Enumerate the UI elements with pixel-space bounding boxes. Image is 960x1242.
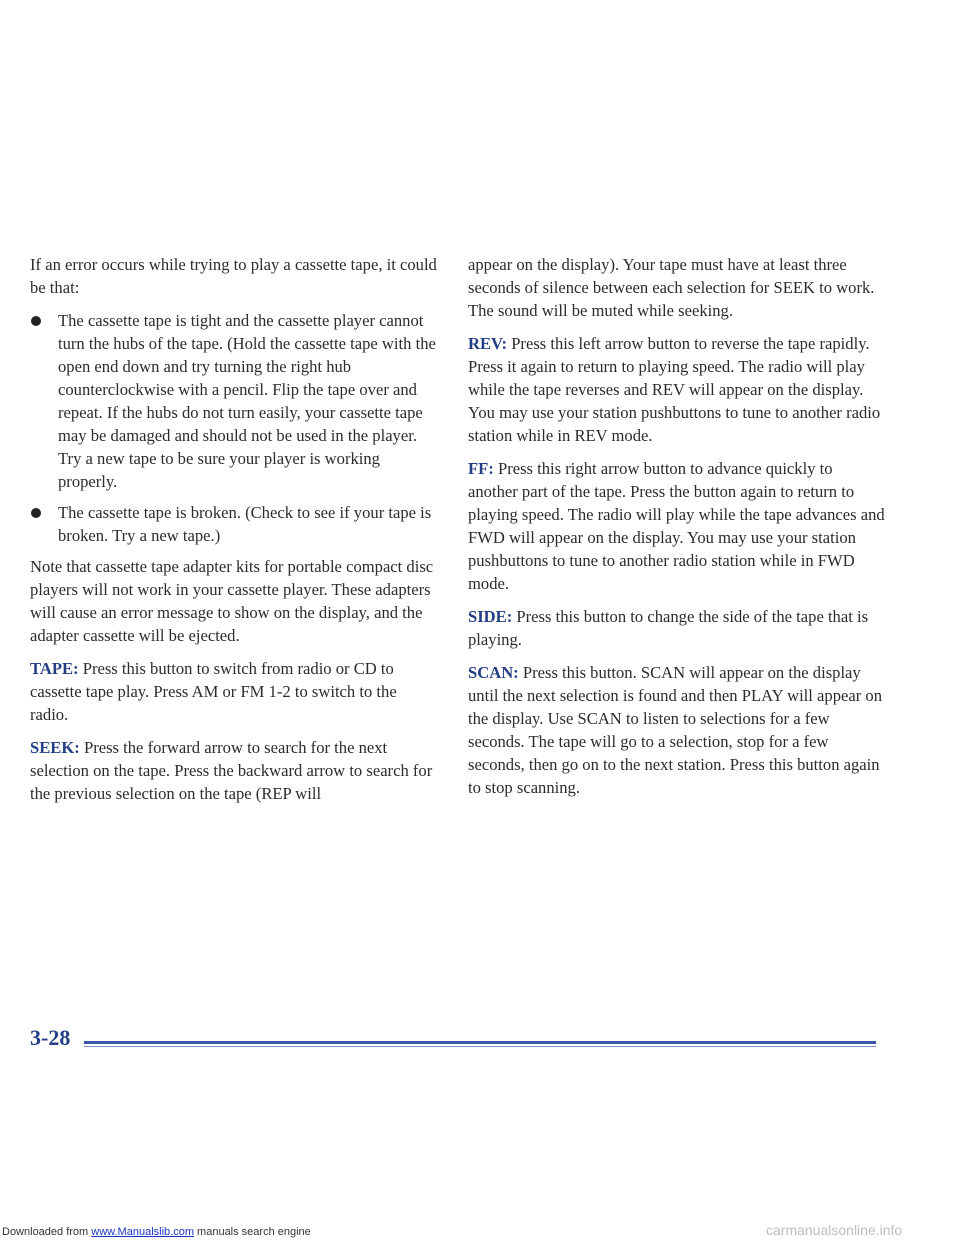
page-number: 3-28 bbox=[30, 1025, 71, 1050]
watermark: carmanualsonline.info bbox=[766, 1222, 903, 1238]
left-column bbox=[30, 253, 438, 815]
intro-paragraph: If an error occurs while trying to play a cassette tape, it could be that: bbox=[30, 255, 437, 297]
rev-text: Press this left arrow button to reverse the tape rapidly. Press it again to return to playing speed. The radio will play while the tape reverses and REV will appear on the display. You may use your station pushbuttons to tune to another radio station while in REV mode. bbox=[468, 334, 881, 445]
tape-text: Press this button to switch from radio or CD to cassette tape play. Press AM or FM 1-2 to switch to the radio. bbox=[30, 659, 397, 724]
bullet-item bbox=[30, 501, 438, 547]
rev-term: REV: bbox=[468, 334, 508, 353]
seek-text: Press the forward arrow to search for the next selection on the tape. Press the backward arrow to search for the previous selection on the tape (REP will bbox=[30, 738, 433, 803]
side-text: Press this button to change the side of the tape that is playing. bbox=[468, 607, 869, 649]
side-paragraph bbox=[468, 605, 886, 651]
bullet-text: The cassette tape is tight and the cassette player cannot turn the hubs of the tape. (Hold the cassette tape with the open end down and try turning the right hub counterclockwise with a pencil. Flip the tape over and repeat. If the hubs do not turn easily, your cassette tape may be damaged and should not be used in the player. Try a new tape to be sure your player is working properly. bbox=[58, 311, 436, 491]
ff-term: FF: bbox=[468, 459, 494, 478]
ff-text: Press this right arrow button to advance quickly to another part of the tape. Press the button again to return to playing speed. The radio will play while the tape advances and FWD will appear on the display. You may use your station pushbuttons to tune to another radio station while in FWD mode. bbox=[468, 459, 885, 593]
bullet-icon bbox=[31, 316, 41, 326]
footer-suffix: manuals search engine bbox=[197, 1226, 311, 1238]
bullet-text: The cassette tape is broken. (Check to see if your tape is broken. Try a new tape.) bbox=[58, 503, 432, 545]
manualslib-link[interactable]: www.Manualslib.com bbox=[91, 1226, 194, 1238]
footer-rule-thin bbox=[84, 1046, 876, 1047]
footer-rule bbox=[84, 1041, 876, 1044]
seek-continued-paragraph: appear on the display). Your tape must have at least three seconds of silence between each selection for SEEK to work. The sound will be muted while seeking. bbox=[468, 255, 875, 320]
seek-paragraph bbox=[30, 736, 438, 805]
footer-prefix: Downloaded from bbox=[2, 1226, 89, 1238]
tape-paragraph bbox=[30, 657, 438, 726]
scan-paragraph bbox=[468, 661, 886, 799]
download-footer bbox=[2, 1226, 311, 1238]
tape-term: TAPE: bbox=[30, 659, 79, 678]
note-paragraph: Note that cassette tape adapter kits for portable compact disc players will not work in your cassette player. These adapters will cause an error message to show on the display, and the adapter cassette will be ejected. bbox=[30, 557, 434, 645]
right-column bbox=[468, 253, 886, 809]
scan-term: SCAN: bbox=[468, 663, 519, 682]
side-term: SIDE: bbox=[468, 607, 513, 626]
bullet-icon bbox=[31, 508, 41, 518]
scan-text: Press this button. SCAN will appear on the display until the next selection is found and then PLAY will appear on the display. Use SCAN to listen to selections for a few seconds. The tape will go to a selection, stop for a few seconds, then go on to the next station. Press this button again to stop scanning. bbox=[468, 663, 883, 797]
bullet-item bbox=[30, 309, 438, 493]
seek-term: SEEK: bbox=[30, 738, 80, 757]
ff-paragraph bbox=[468, 457, 886, 595]
rev-paragraph bbox=[468, 332, 886, 447]
